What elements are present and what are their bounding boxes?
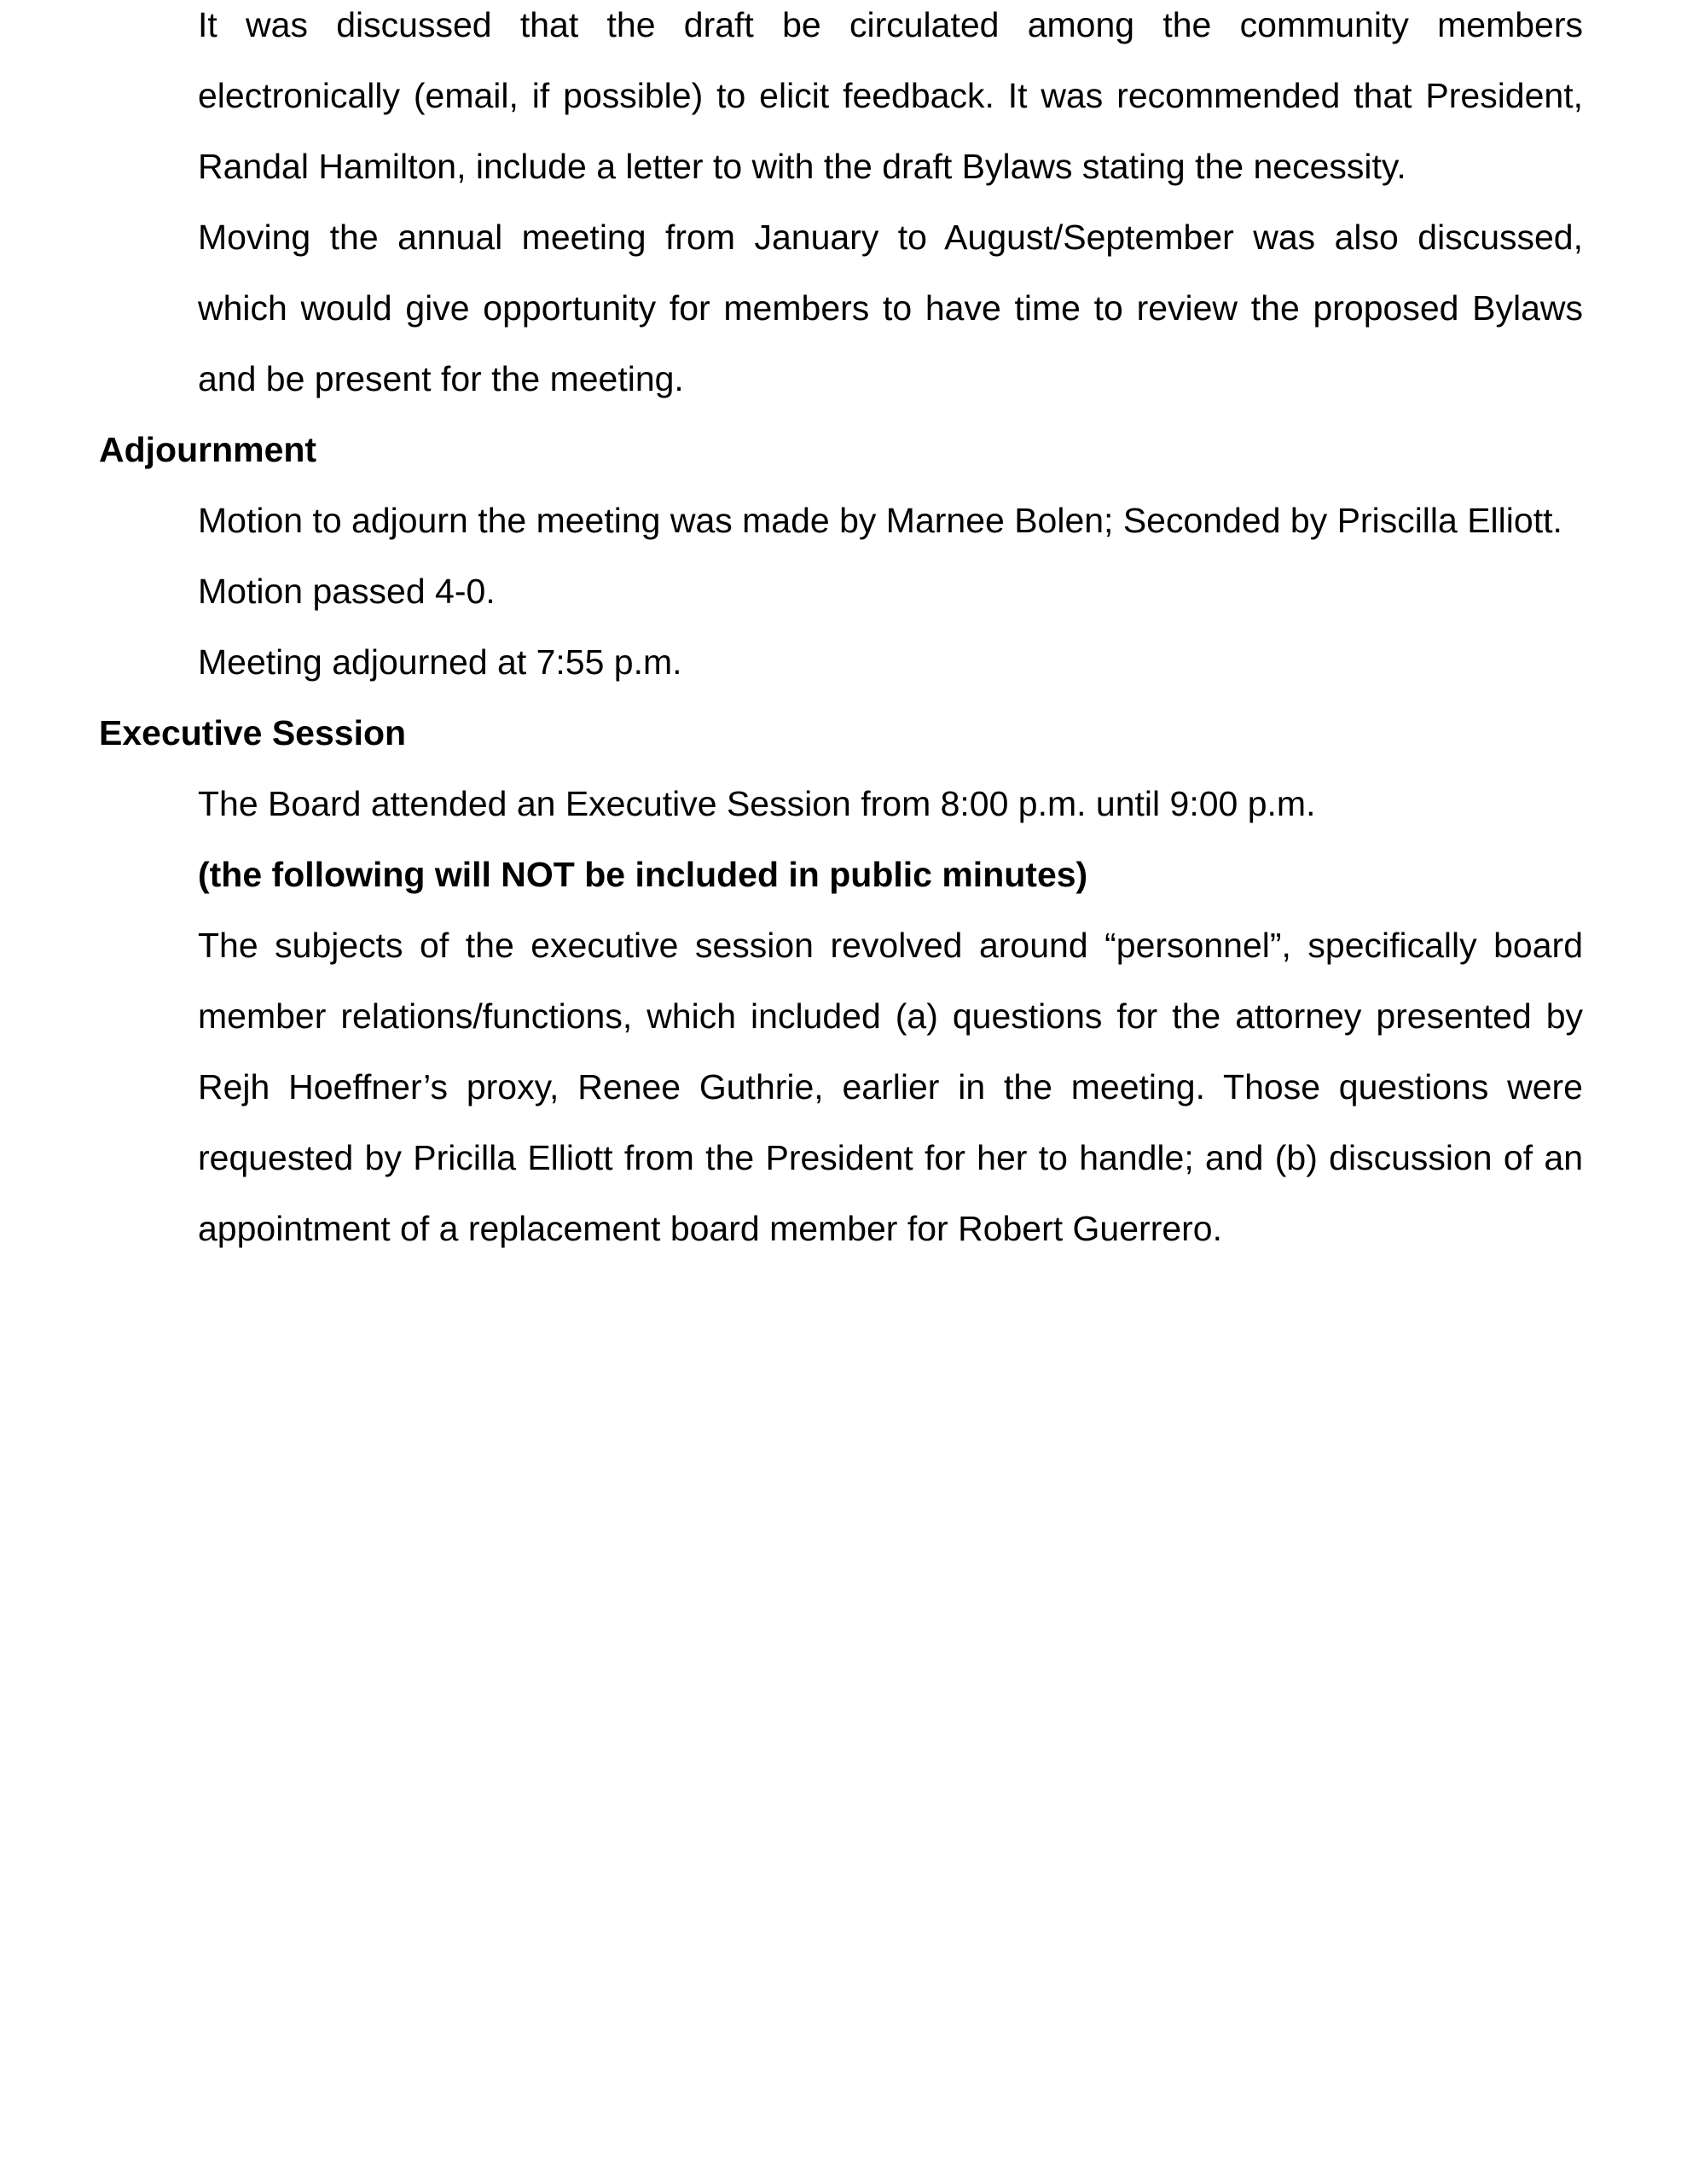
adjournment-motion: Motion to adjourn the meeting was made by Marnee Bolen; Seconded by Priscilla Elliott.	[198, 501, 1562, 540]
bylaws-paragraph-annual-meeting: Moving the annual meeting from January to August/September was also discussed, which would give opportunity for members to have time to review the proposed Bylaws and be present for the meeting.	[198, 218, 1583, 398]
adjournment-result: Motion passed 4-0.	[198, 572, 496, 611]
executive-session-note: (the following will NOT be included in public minutes)	[198, 855, 1088, 894]
document-body	[99, 0, 1583, 1264]
bylaws-paragraph-circulation: It was discussed that the draft be circulated among the community members electronically (email, if possible) to elicit feedback. It was recommended that President, Randal Hamilton, include a letter to with the draft Bylaws stating the necessity.	[198, 5, 1583, 186]
adjournment-time: Meeting adjourned at 7:55 p.m.	[198, 642, 682, 682]
executive-session-attendance: The Board attended an Executive Session from 8:00 p.m. until 9:00 p.m.	[198, 784, 1316, 823]
executive-session-heading: Executive Session	[99, 713, 407, 752]
adjournment-heading: Adjournment	[99, 430, 317, 469]
executive-session-details: The subjects of the executive session revolved around “personnel”, specifically board member relations/functions, which included (a) questions for the attorney presented by Rejh Hoeffner’s proxy, Renee Guthrie, earlier in the meeting. Those questions were requested by Pricilla Elliott from the President for her to handle; and (b) discussion of an appointment of a replacement board member for Robert Guerrero.	[198, 926, 1583, 1248]
